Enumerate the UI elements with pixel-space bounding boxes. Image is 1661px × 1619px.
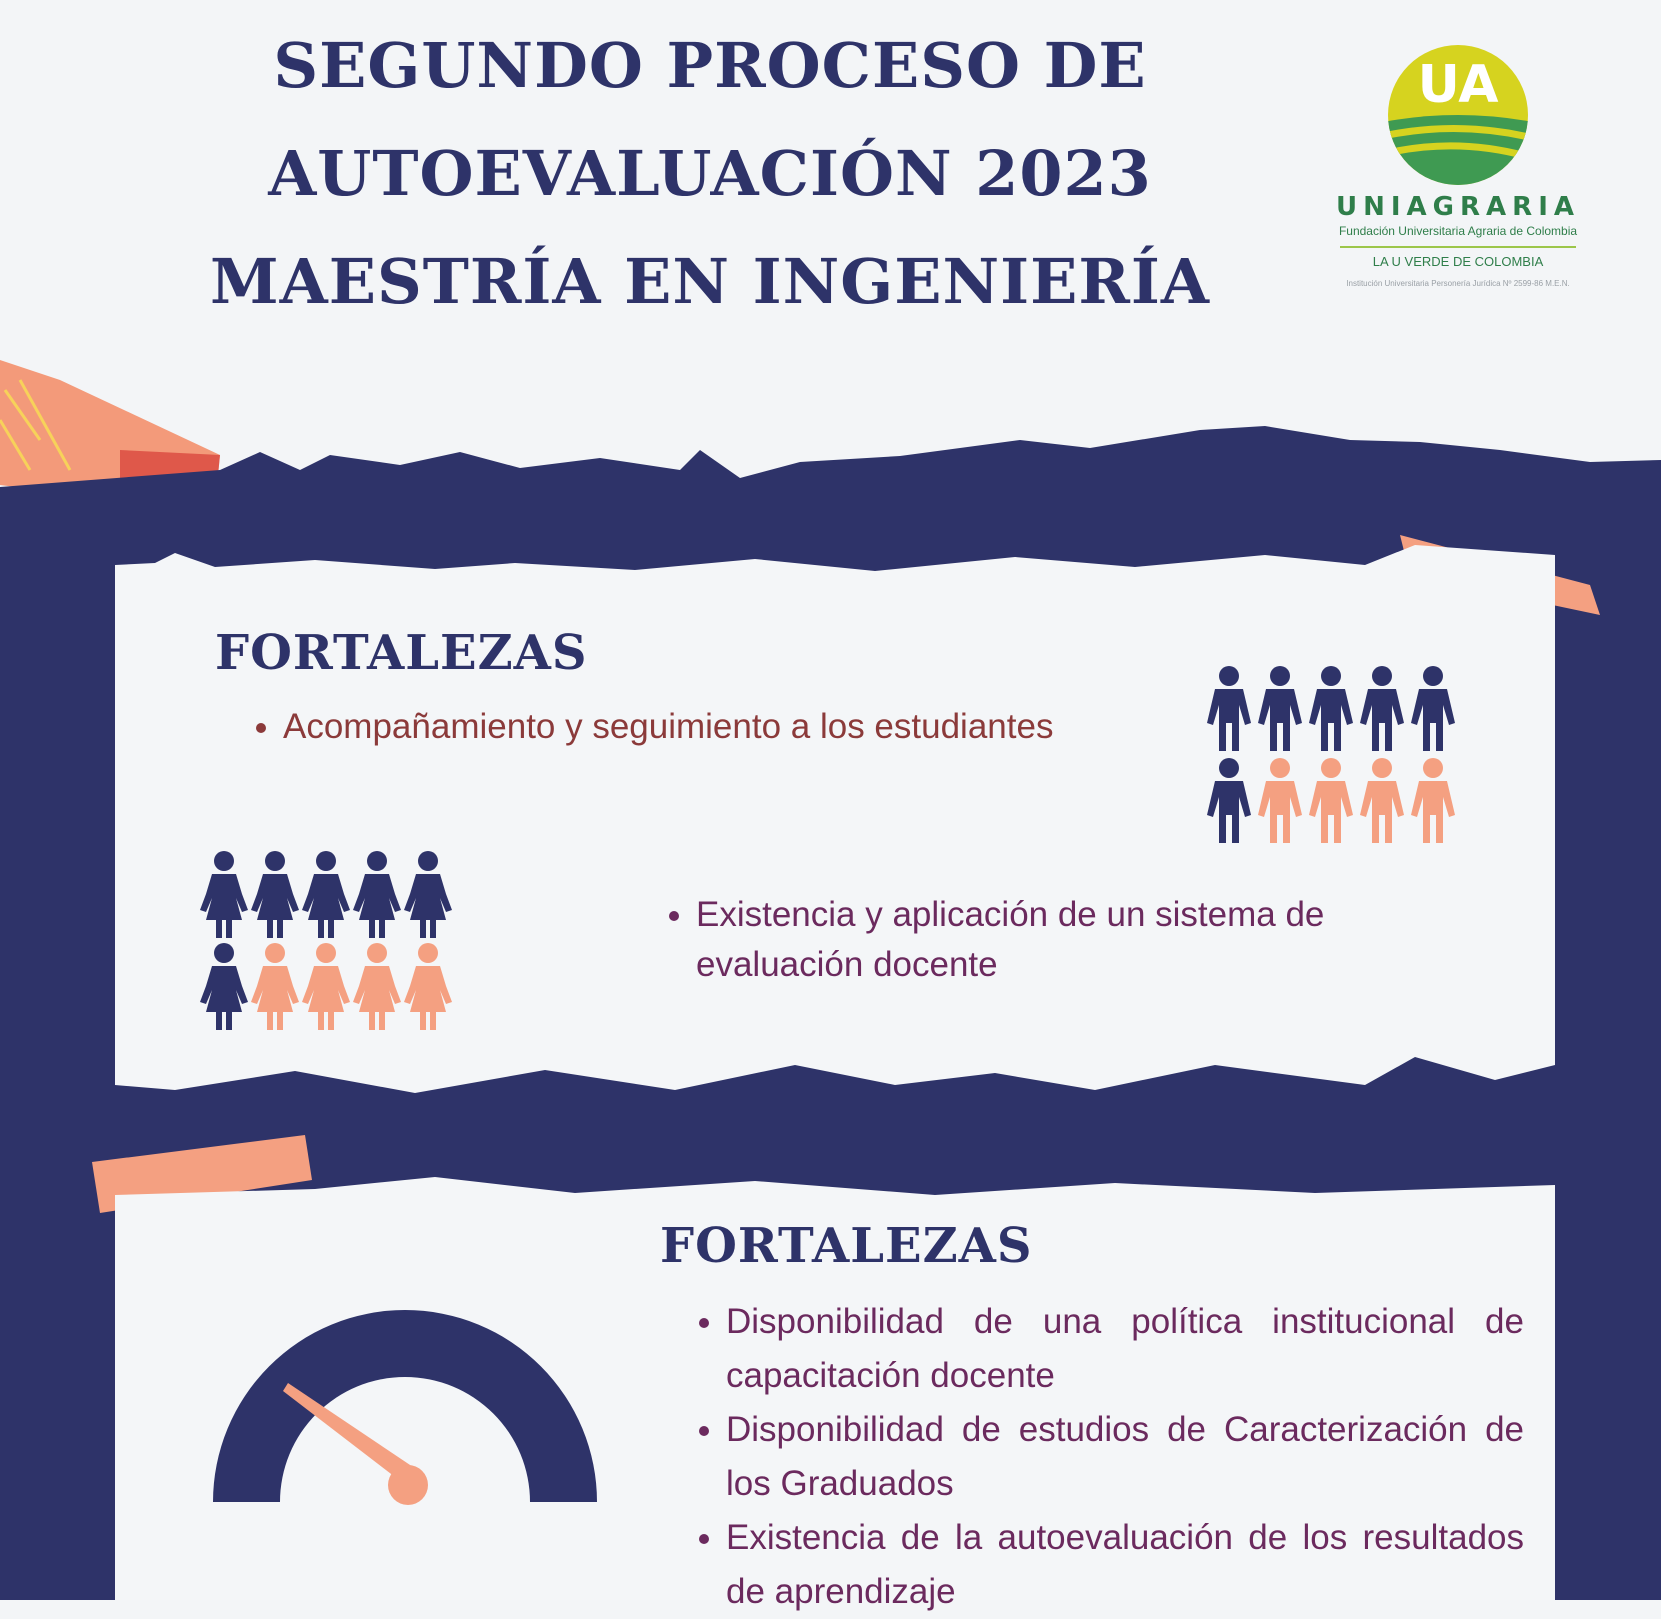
logo-tagline: LA U VERDE DE COLOMBIA — [1372, 254, 1544, 269]
list-item: • Existencia de la autoevaluación de los resultados de aprendizaje — [726, 1511, 1524, 1619]
people-women-icon — [200, 850, 460, 1030]
logo-initials: UA — [1417, 55, 1499, 115]
section2-heading: FORTALEZAS — [660, 1218, 1033, 1274]
gauge-icon — [210, 1305, 600, 1505]
list-item: • Disponibilidad de estudios de Caracterización de los Graduados — [726, 1403, 1524, 1511]
logo-subtitle: Fundación Universitaria Agraria de Colombia — [1338, 224, 1578, 238]
list-item: • Acompañamiento y seguimiento a los estudiantes — [283, 702, 1063, 752]
title-line-2: AUTOEVALUACIÓN 2023 — [268, 137, 1152, 210]
section1-list-a — [255, 702, 1063, 752]
title-line-3: MAESTRÍA EN INGENIERÍA — [209, 245, 1211, 318]
list-item: • Existencia y aplicación de un sistema de evaluación docente — [696, 890, 1466, 990]
list-item: • Disponibilidad de una política institucional de capacitación docente — [726, 1295, 1524, 1403]
section1-list-b — [668, 890, 1466, 990]
section2-list — [698, 1295, 1524, 1619]
logo-fine-print: Institución Universitaria Personería Jurídica Nº 2599-86 M.E.N. — [1346, 279, 1570, 288]
title-line-1: SEGUNDO PROCESO DE — [273, 29, 1147, 102]
gauge-needle — [283, 1383, 428, 1505]
logo-name: UNIAGRARIA — [1336, 192, 1580, 222]
people-men-icon — [1205, 665, 1465, 845]
section1-heading: FORTALEZAS — [215, 625, 588, 681]
